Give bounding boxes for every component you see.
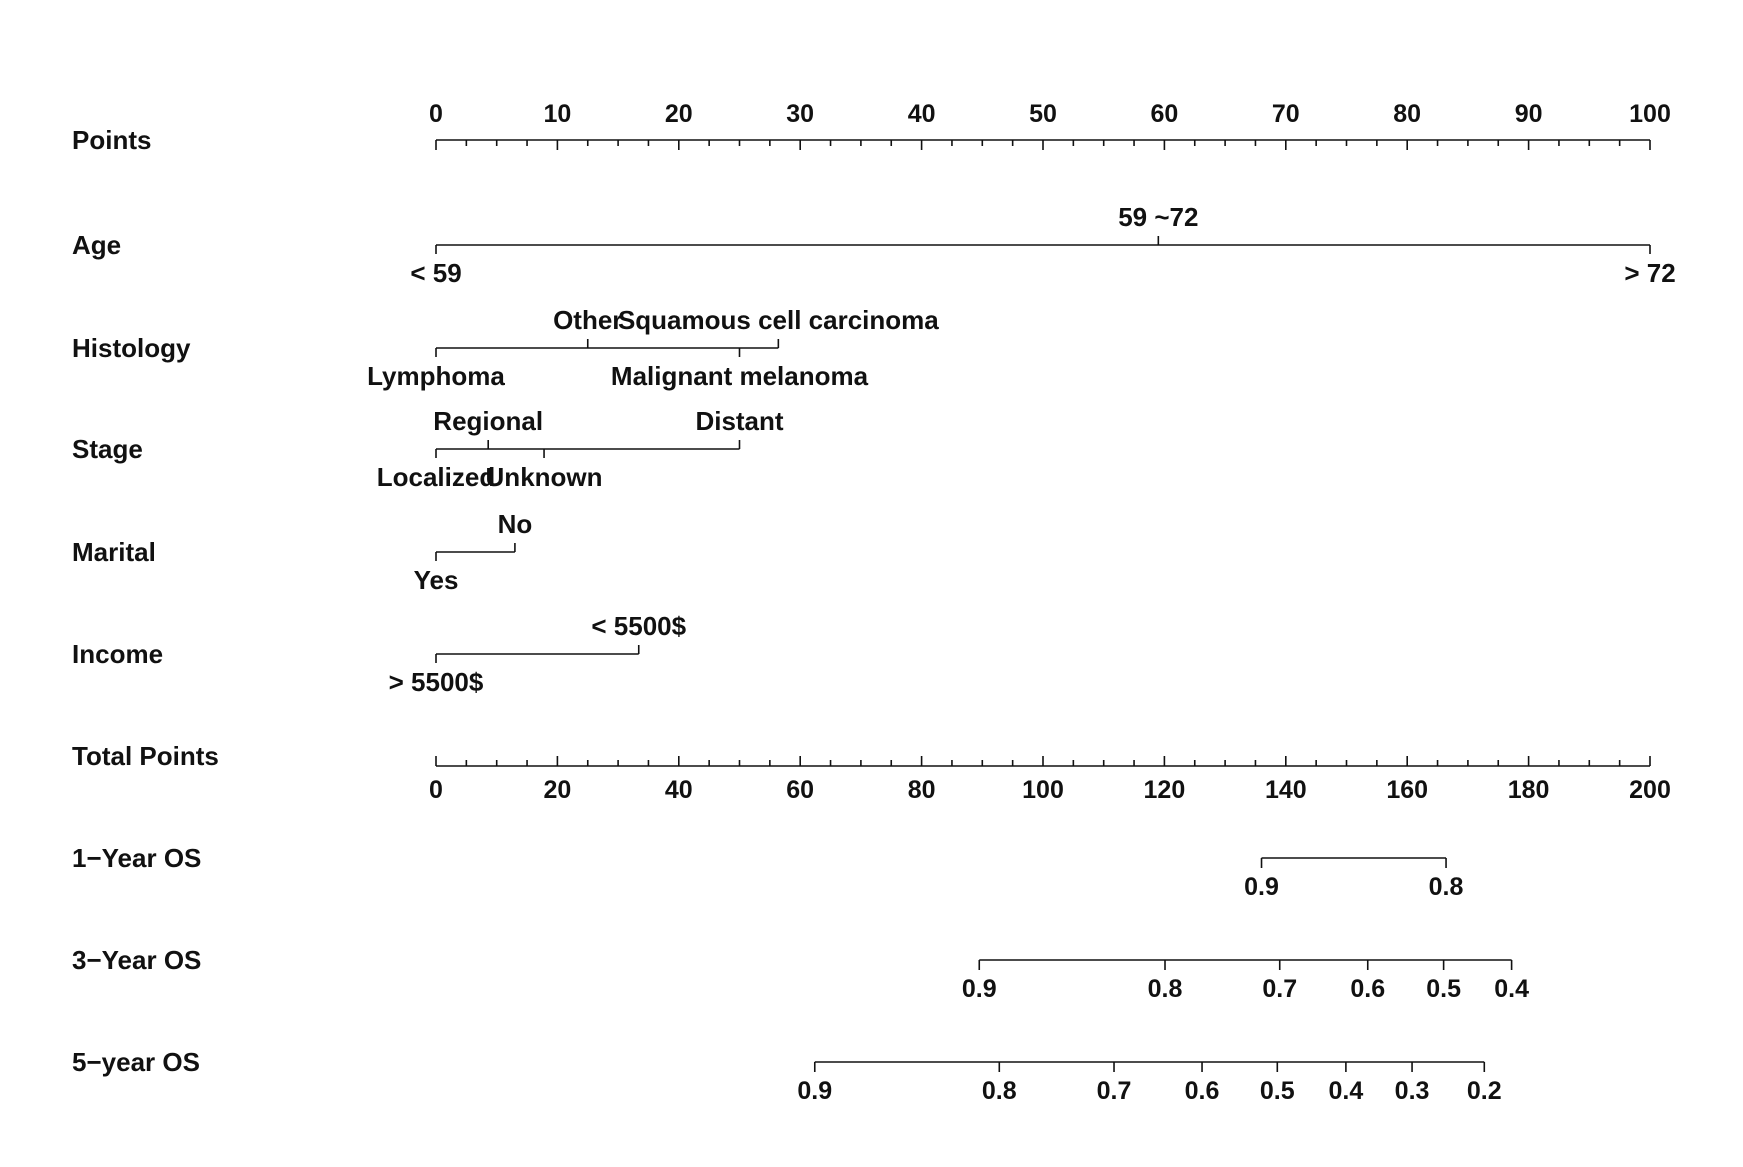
3-year-os-tick-label: 0.4: [1494, 975, 1529, 1003]
5-year-os-tick-label: 0.6: [1184, 1077, 1220, 1105]
3-year-os-tick-label: 0.6: [1350, 975, 1386, 1003]
total-points-tick-label: 80: [907, 776, 936, 804]
income-level-5500: > 5500$: [388, 667, 484, 697]
3-year-os-tick-label: 0.9: [961, 975, 997, 1003]
points-axis-tick-label: 40: [907, 100, 936, 128]
total-points-tick-label: 40: [664, 776, 693, 804]
3-year-os-tick-label: 0.7: [1262, 975, 1298, 1003]
total-points-tick-label: 200: [1629, 776, 1671, 804]
points-axis-tick-label: 80: [1393, 100, 1422, 128]
5-year-os-tick-label: 0.4: [1328, 1077, 1364, 1105]
marital-level-no: No: [497, 509, 533, 539]
stage-level-localized: Localized: [376, 462, 496, 492]
age-level-72: > 72: [1624, 258, 1676, 288]
income-row-label: Income: [72, 639, 164, 669]
stage-row-label: Stage: [72, 434, 143, 464]
1-year-os-tick-label: 0.8: [1428, 873, 1464, 901]
stage-level-unknown: Unknown: [485, 462, 603, 492]
points-axis-tick-label: 50: [1029, 100, 1057, 128]
total-points-tick-label: 100: [1022, 776, 1064, 804]
5-year-os-tick-label: 0.7: [1096, 1077, 1132, 1105]
histology-level-squamous-cell-carcinoma: Squamous cell carcinoma: [617, 305, 939, 335]
total-points-tick-label: 60: [786, 776, 815, 804]
total-points-tick-label: 120: [1143, 776, 1186, 804]
1-year-os-row-label: 1−Year OS: [72, 843, 202, 873]
points-axis-tick-label: 30: [786, 100, 815, 128]
3-year-os-tick-label: 0.8: [1147, 975, 1183, 1003]
5-year-os-row-label: 5−year OS: [72, 1047, 200, 1077]
total-points-axis-label: Total Points: [72, 741, 219, 771]
points-axis-tick-label: 10: [543, 100, 572, 128]
3-year-os-row-label: 3−Year OS: [72, 945, 202, 975]
1-year-os-tick-label: 0.9: [1244, 873, 1279, 901]
points-axis-tick-label: 70: [1271, 100, 1300, 128]
points-axis-tick-label: 60: [1150, 100, 1179, 128]
histology-level-malignant-melanoma: Malignant melanoma: [610, 361, 869, 391]
5-year-os-tick-label: 0.3: [1394, 1077, 1430, 1105]
stage-level-distant: Distant: [695, 406, 784, 436]
5-year-os-tick-label: 0.2: [1466, 1077, 1502, 1105]
total-points-tick-label: 20: [543, 776, 572, 804]
5-year-os-tick-label: 0.8: [981, 1077, 1017, 1105]
points-axis-tick-label: 20: [664, 100, 693, 128]
histology-row-label: Histology: [72, 333, 191, 363]
5-year-os-tick-label: 0.9: [797, 1077, 833, 1105]
stage-level-regional: Regional: [433, 406, 544, 436]
3-year-os-tick-label: 0.5: [1426, 975, 1462, 1003]
total-points-tick-label: 0: [429, 776, 443, 804]
points-axis-label: Points: [72, 125, 152, 155]
total-points-tick-label: 180: [1507, 776, 1550, 804]
age-level-59: < 59: [410, 258, 462, 288]
histology-level-other: Other: [553, 305, 623, 335]
age-row-label: Age: [72, 230, 122, 260]
points-axis-tick-label: 0: [429, 100, 443, 128]
points-axis-tick-label: 100: [1629, 100, 1671, 128]
5-year-os-tick-label: 0.5: [1259, 1077, 1295, 1105]
marital-level-yes: Yes: [413, 565, 459, 595]
histology-level-lymphoma: Lymphoma: [367, 361, 505, 391]
age-level-59-72: 59 ~72: [1118, 202, 1199, 232]
total-points-tick-label: 160: [1386, 776, 1429, 804]
marital-row-label: Marital: [72, 537, 156, 567]
income-level-5500: < 5500$: [591, 611, 687, 641]
points-axis-tick-label: 90: [1514, 100, 1543, 128]
total-points-tick-label: 140: [1264, 776, 1307, 804]
